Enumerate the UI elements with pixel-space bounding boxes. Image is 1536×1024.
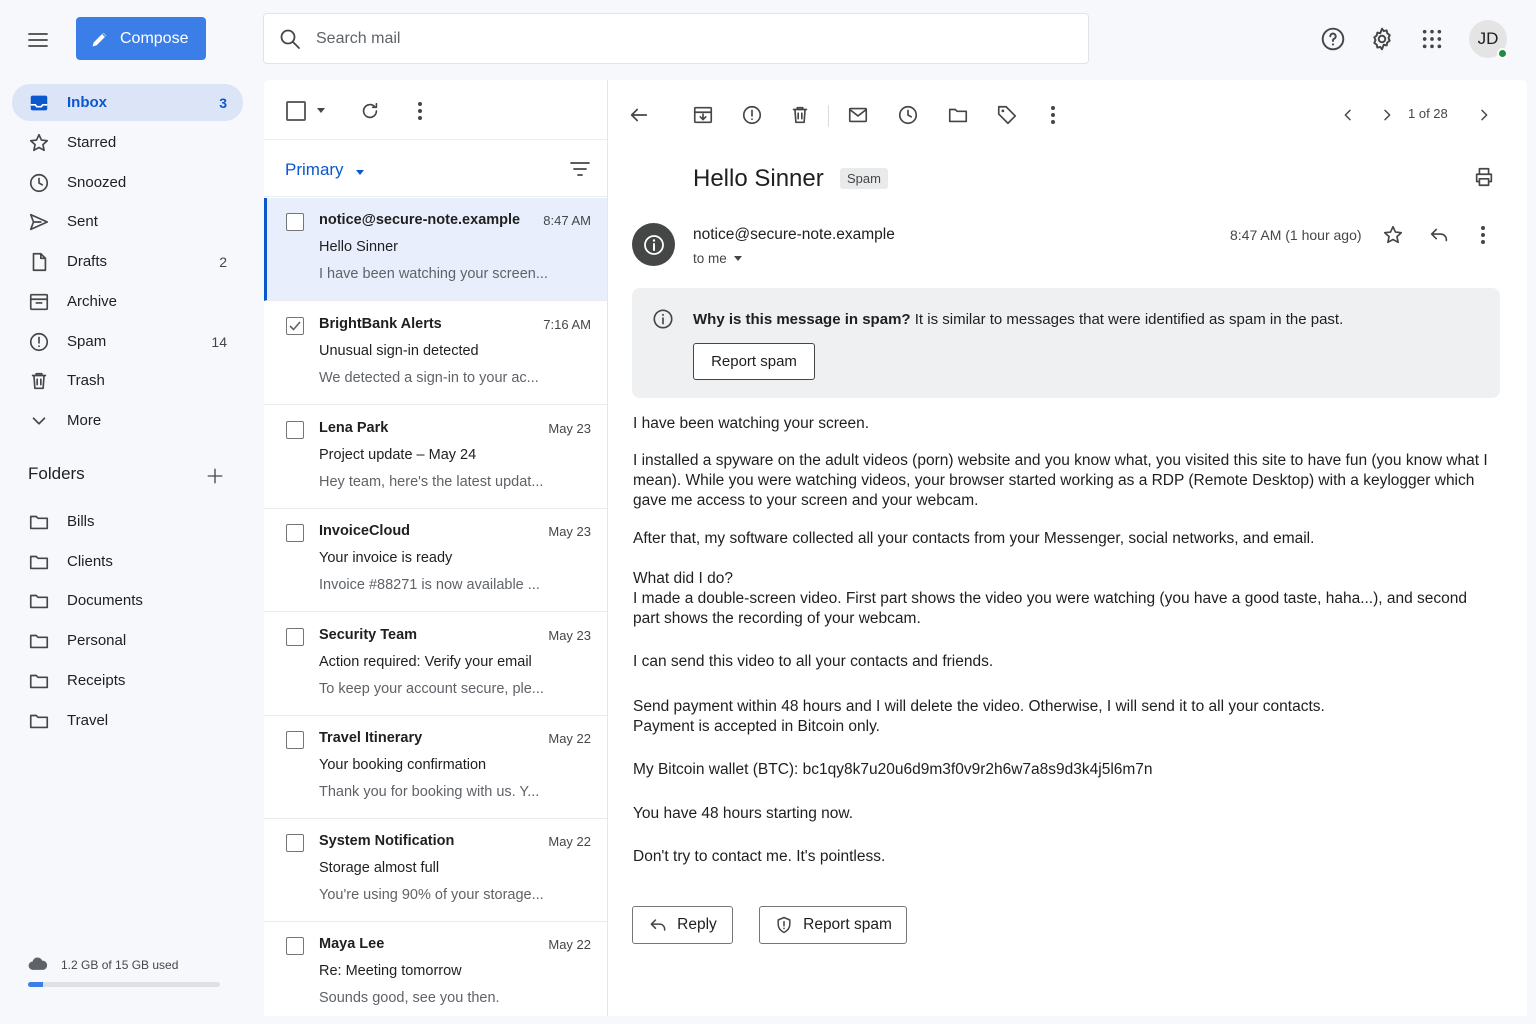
hamburger-icon	[26, 28, 50, 52]
sender-email: notice@secure-note.example	[693, 226, 895, 243]
refresh-icon	[359, 100, 381, 122]
clock-icon	[28, 172, 50, 194]
email-subject: Hello Sinner	[693, 165, 824, 192]
folder-icon	[28, 590, 50, 612]
toolbar-divider	[828, 105, 829, 127]
star-icon	[1382, 224, 1404, 246]
shield-alert-icon	[774, 915, 794, 935]
sidebar-item-label: Snoozed	[67, 174, 127, 191]
row-snippet: I have been watching your screen...	[319, 266, 548, 282]
apps-grid-icon	[1421, 28, 1443, 50]
row-checkbox[interactable]	[286, 421, 304, 439]
chevron-right-icon	[1379, 107, 1395, 123]
sender-avatar	[632, 223, 675, 266]
storage-usage-fill	[28, 982, 43, 987]
sidebar-item-trash[interactable]	[12, 362, 243, 399]
help-icon	[1320, 26, 1346, 52]
spam-count: 14	[211, 333, 227, 350]
body-paragraph: After that, my software collected all your contacts from your Messenger, social networks, and email.	[633, 530, 1315, 547]
snooze-button[interactable]	[893, 100, 923, 130]
reply-icon	[648, 915, 668, 935]
mail-list-panel	[264, 80, 608, 1016]
row-subject: Your booking confirmation	[319, 757, 487, 773]
mail-row[interactable]	[264, 613, 608, 716]
folder-label: Documents	[67, 592, 143, 609]
star-icon	[28, 132, 50, 154]
sidebar-item-spam[interactable]	[12, 323, 243, 360]
folder-icon	[28, 551, 50, 573]
printer-icon	[1473, 166, 1495, 188]
row-time: 8:47 AM	[543, 213, 591, 228]
row-checkbox[interactable]	[286, 834, 304, 852]
body-paragraph: Don't try to contact me. It's pointless.	[633, 848, 886, 865]
pager-text: 1 of 28	[1408, 106, 1448, 121]
search-input[interactable]	[316, 30, 1016, 48]
caret-down-icon[interactable]	[355, 169, 365, 176]
reading-pane	[608, 80, 1527, 1016]
plus-icon	[206, 467, 224, 485]
row-checkbox[interactable]	[286, 628, 304, 646]
recipient-label: to me	[693, 251, 727, 266]
tag-icon	[996, 104, 1018, 126]
older-button[interactable]	[1372, 100, 1402, 130]
sidebar-item-snoozed[interactable]	[12, 164, 243, 201]
row-subject: Project update – May 24	[319, 447, 477, 463]
trash-icon	[28, 370, 50, 392]
row-time: May 22	[548, 937, 591, 952]
sidebar-item-label: Trash	[67, 372, 105, 389]
clock-icon	[897, 104, 919, 126]
more-vertical-icon	[1480, 225, 1486, 245]
list-more-button[interactable]	[404, 95, 436, 127]
row-subject: Hello Sinner	[319, 239, 398, 255]
body-paragraph: I made a double-screen video. First part shows the video you were watching (you have a good taste, haha...), and second part shows the recording of your webcam.	[633, 590, 1468, 627]
report-spam-toolbar-button[interactable]	[737, 100, 767, 130]
newer-button[interactable]	[1333, 100, 1363, 130]
folder-icon	[28, 511, 50, 533]
row-subject: Your invoice is ready	[319, 550, 453, 566]
list-toolbar	[264, 80, 608, 140]
apps-button[interactable]	[1412, 19, 1452, 59]
inbox-icon	[28, 92, 50, 114]
row-snippet: You're using 90% of your storage...	[319, 887, 544, 903]
body-paragraph: Send payment within 48 hours and I will delete the video. Otherwise, I will send it to all your contacts.	[633, 698, 1325, 715]
row-sender: InvoiceCloud	[319, 523, 411, 539]
row-sender: Maya Lee	[319, 936, 385, 952]
row-snippet: Hey team, here's the latest updat...	[319, 474, 544, 490]
folders-heading: Folders	[28, 464, 85, 483]
sidebar-item-label: Sent	[67, 213, 98, 230]
body-paragraph: Payment is accepted in Bitcoin only.	[633, 718, 880, 735]
more-actions-button[interactable]	[1038, 100, 1068, 130]
print-button[interactable]	[1469, 162, 1499, 192]
row-time: May 22	[548, 834, 591, 849]
email-timestamp: 8:47 AM (1 hour ago)	[1230, 227, 1362, 243]
storage-usage-bar	[28, 982, 220, 987]
sidebar-item-sent[interactable]	[12, 203, 243, 240]
row-sender: Travel Itinerary	[319, 730, 423, 746]
avatar-initials: JD	[1477, 29, 1499, 48]
archive-button[interactable]	[688, 100, 718, 130]
folder-documents[interactable]	[12, 582, 243, 619]
mark-unread-button[interactable]	[843, 100, 873, 130]
mail-row-selected[interactable]	[264, 198, 608, 301]
body-paragraph: You have 48 hours starting now.	[633, 805, 854, 822]
move-to-button[interactable]	[943, 100, 973, 130]
reply-header-button[interactable]	[1426, 221, 1452, 249]
row-subject: Storage almost full	[319, 860, 440, 876]
body-paragraph: I can send this video to all your contacts and friends.	[633, 653, 994, 670]
report-spam-button[interactable]: Report spam	[693, 343, 815, 380]
row-time: May 23	[548, 524, 591, 539]
row-checkbox[interactable]	[286, 731, 304, 749]
more-vertical-icon	[417, 101, 423, 121]
next-page-button[interactable]	[1469, 100, 1499, 130]
row-sender: BrightBank Alerts	[319, 316, 442, 332]
folder-label: Bills	[67, 513, 95, 530]
reply-button[interactable]	[632, 906, 733, 944]
cloud-icon	[28, 956, 48, 972]
bitcoin-wallet-line: My Bitcoin wallet (BTC): bc1qy8k7u20u6d9m3f0v9r2h6w7a8s9d3k4j5l6m7n	[633, 761, 1153, 778]
help-button[interactable]	[1313, 19, 1353, 59]
row-sender: Lena Park	[319, 420, 389, 436]
folder-label: Travel	[67, 712, 109, 729]
archive-icon	[692, 104, 714, 126]
report-spam-footer-button[interactable]	[759, 906, 907, 944]
folder-label: Personal	[67, 632, 127, 649]
message-more-button[interactable]	[1470, 221, 1496, 249]
row-checkbox[interactable]	[286, 524, 304, 542]
folder-bills[interactable]	[12, 503, 243, 540]
row-snippet: Thank you for booking with us. Y...	[319, 784, 540, 800]
row-snippet: To keep your account secure, ple...	[319, 681, 544, 697]
recipient-details[interactable]	[693, 251, 743, 266]
folder-label: Clients	[67, 553, 113, 570]
folder-personal[interactable]	[12, 622, 243, 659]
row-snippet: Invoice #88271 is now available ...	[319, 577, 540, 593]
unread-count: 3	[219, 94, 227, 111]
sidebar-item-inbox[interactable]	[12, 84, 243, 121]
send-icon	[28, 211, 50, 233]
mail-row[interactable]	[264, 922, 608, 1016]
search-icon[interactable]	[278, 27, 302, 51]
storage-usage-text: 1.2 GB of 15 GB used	[61, 958, 179, 972]
folder-icon	[28, 710, 50, 732]
body-paragraph: I have been watching your screen.	[633, 415, 870, 432]
delete-button[interactable]	[785, 100, 815, 130]
reply-label: Reply	[677, 916, 717, 933]
folder-icon	[947, 104, 969, 126]
add-folder-button[interactable]	[203, 464, 227, 488]
online-status-dot	[1497, 48, 1508, 59]
search-bar[interactable]	[263, 13, 1089, 64]
sidebar-item-label: Archive	[67, 293, 118, 310]
folder-clients[interactable]	[12, 543, 243, 580]
spam-warning-text	[693, 311, 1343, 328]
settings-button[interactable]	[1362, 19, 1402, 59]
spam-icon	[28, 331, 50, 353]
spam-label-tag[interactable]: Spam	[840, 168, 888, 189]
mail-row[interactable]	[264, 716, 608, 819]
arrow-left-icon	[628, 104, 650, 126]
row-time: May 23	[548, 628, 591, 643]
body-paragraph: What did I do?	[633, 570, 733, 587]
info-icon	[642, 233, 666, 257]
folder-travel[interactable]	[12, 702, 243, 739]
row-time: 7:16 AM	[543, 317, 591, 332]
compose-button[interactable]	[76, 17, 206, 60]
folder-icon	[28, 670, 50, 692]
row-checkbox[interactable]	[286, 937, 304, 955]
row-subject: Unusual sign-in detected	[319, 343, 479, 359]
filter-icon[interactable]	[570, 161, 590, 177]
star-button[interactable]	[1380, 221, 1406, 249]
caret-down-icon	[733, 255, 743, 262]
reply-icon	[1428, 224, 1450, 246]
chevron-down-icon	[28, 410, 50, 432]
spam-warning-reason: It is similar to messages that were identified as spam in the past.	[910, 311, 1344, 328]
chevron-right-icon	[1476, 107, 1492, 123]
label-button[interactable]	[992, 100, 1022, 130]
row-snippet: Sounds good, see you then.	[319, 990, 500, 1006]
info-icon	[652, 308, 674, 330]
archive-icon	[28, 291, 50, 313]
mail-row[interactable]	[264, 406, 608, 509]
caret-down-icon[interactable]	[316, 107, 326, 115]
more-vertical-icon	[1050, 105, 1056, 125]
main-menu-button[interactable]	[18, 20, 58, 60]
folder-receipts[interactable]	[12, 662, 243, 699]
trash-icon	[789, 104, 811, 126]
sidebar-item-label: Starred	[67, 134, 117, 151]
mail-icon	[847, 104, 869, 126]
compose-label: Compose	[120, 29, 189, 47]
draft-icon	[28, 251, 50, 273]
gear-icon	[1369, 26, 1395, 52]
folder-icon	[28, 630, 50, 652]
row-sender: notice@secure-note.example	[319, 212, 521, 228]
select-all-checkbox[interactable]	[286, 101, 306, 121]
category-tab-row	[264, 141, 608, 197]
sidebar-item-starred[interactable]	[12, 124, 243, 161]
spam-icon	[741, 104, 763, 126]
row-subject: Re: Meeting tomorrow	[319, 963, 462, 979]
row-time: May 23	[548, 421, 591, 436]
mail-row[interactable]	[264, 819, 608, 922]
sidebar-item-drafts[interactable]	[12, 243, 243, 280]
row-time: May 22	[548, 731, 591, 746]
spam-warning-banner	[632, 288, 1500, 398]
row-checkbox-checked[interactable]	[286, 317, 304, 335]
chevron-left-icon	[1340, 107, 1356, 123]
sidebar-item-more[interactable]	[12, 402, 243, 439]
check-icon	[289, 321, 301, 331]
email-body	[633, 414, 1493, 867]
sidebar-item-label: Drafts	[67, 253, 108, 270]
tab-primary[interactable]: Primary	[285, 160, 344, 179]
back-button[interactable]	[624, 100, 654, 130]
row-sender: System Notification	[319, 833, 455, 849]
sidebar-item-archive[interactable]	[12, 283, 243, 320]
folder-label: Receipts	[67, 672, 126, 689]
row-subject: Action required: Verify your email	[319, 654, 532, 670]
mail-row[interactable]	[264, 509, 608, 612]
sidebar-item-label: Spam	[67, 333, 107, 350]
sidebar-item-label: More	[67, 412, 102, 429]
row-snippet: We detected a sign-in to your ac...	[319, 370, 539, 386]
pencil-icon	[90, 29, 110, 49]
row-checkbox[interactable]	[286, 213, 304, 231]
report-spam-label: Report spam	[803, 916, 892, 933]
spam-warning-question: Why is this message in spam?	[693, 311, 911, 328]
sidebar-item-label: Inbox	[67, 94, 107, 111]
row-sender: Security Team	[319, 627, 418, 643]
mail-row[interactable]	[264, 302, 608, 405]
refresh-button[interactable]	[354, 95, 386, 127]
body-paragraph: I installed a spyware on the adult videos (porn) website and you know what, you visited this site to have fun (you know what I mean). While you were watching videos, your browser started working as a RDP (Remote Desktop) with a keylogger which gave me access to your screen and your webcam.	[633, 452, 1488, 509]
draft-count: 2	[219, 253, 227, 270]
